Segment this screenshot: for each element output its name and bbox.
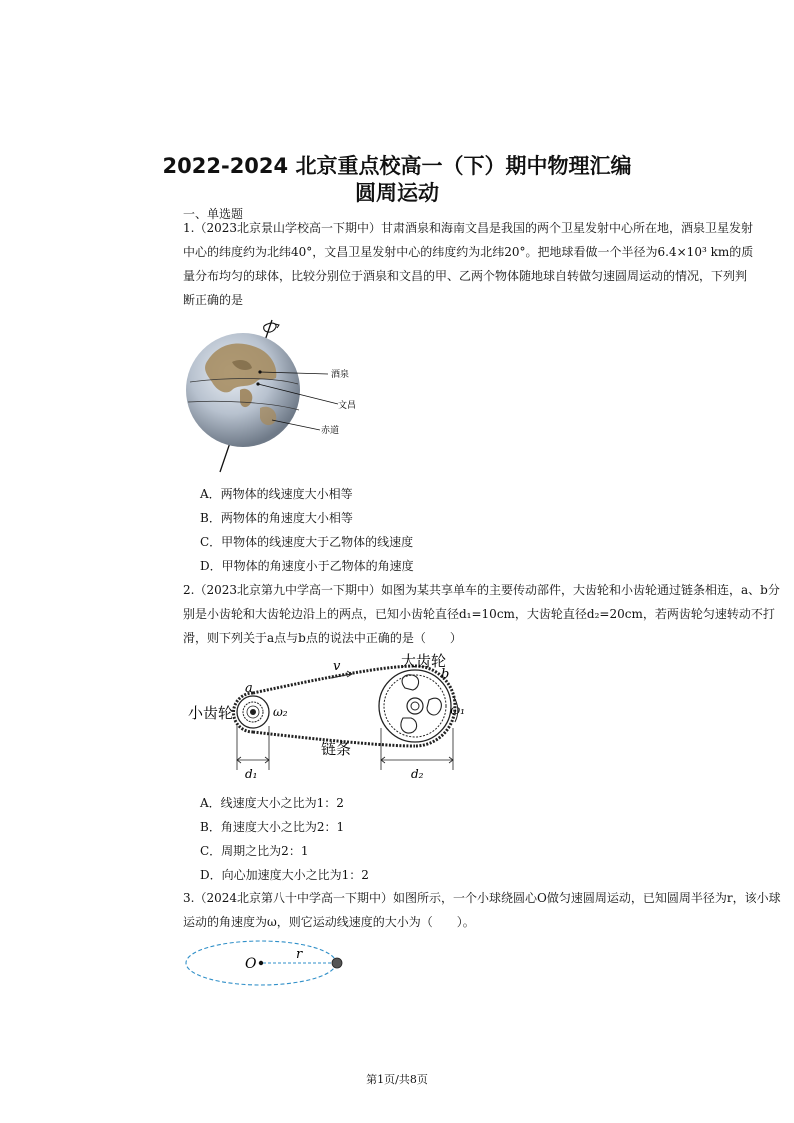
label-O: O bbox=[245, 956, 257, 972]
label-omega2: ω₂ bbox=[273, 705, 288, 719]
section-label: 一、单选题 bbox=[183, 207, 244, 221]
label-d2: d₂ bbox=[411, 767, 424, 781]
bicycle-gear-figure bbox=[183, 648, 473, 783]
ball bbox=[332, 958, 342, 968]
q1-option-b[interactable]: B．两物体的角速度大小相等 bbox=[200, 511, 353, 525]
q1-option-a[interactable]: A．两物体的线速度大小相等 bbox=[200, 487, 353, 501]
label-r: r bbox=[296, 947, 303, 962]
q1-option-c[interactable]: C．甲物体的线速度大于乙物体的线速度 bbox=[200, 535, 414, 549]
q2-option-a[interactable]: A．线速度大小之比为1：2 bbox=[200, 796, 344, 810]
label-omega1: ω₁ bbox=[450, 703, 465, 717]
page-footer: 第1页/共8页 bbox=[366, 1073, 428, 1086]
label-equator: 赤道 bbox=[321, 426, 340, 436]
label-a: a bbox=[245, 681, 253, 696]
question-1-text: 1.（2023北京景山学校高一下期中）甘肃酒泉和海南文昌是我国的两个卫星发射中心所在地，酒泉卫星发射中心的纬度约为北纬40°，文昌卫星发射中心的纬度约为北纬20°。把地球看做一个半径为6.4×10³ km的质量分布均匀的球体，比较分别位于酒泉和文昌的甲、乙两个物体随地球自转做匀速圆周运动的情况，下列判断正确的是 bbox=[183, 221, 754, 307]
label-small-gear: 小齿轮 bbox=[188, 704, 234, 722]
document-subtitle: 圆周运动 bbox=[355, 181, 439, 205]
label-big-gear: 大齿轮 bbox=[401, 652, 447, 670]
question-2-text: 2.（2023北京第九中学高一下期中）如图为某共享单车的主要传动部件，大齿轮和小齿轮通过链条相连，a、b分别是小齿轮和大齿轮边沿上的两点，已知小齿轮直径d₁=10cm，大齿轮直径d₂=20cm，若两齿轮匀速转动不打滑，则下列关于a点与b点的说法中正确的是（ ） bbox=[183, 583, 780, 645]
label-b: b bbox=[441, 667, 450, 682]
q2-option-b[interactable]: B．角速度大小之比为2：1 bbox=[200, 820, 345, 834]
label-wenchang: 文昌 bbox=[338, 401, 357, 411]
label-d1: d₁ bbox=[245, 767, 258, 781]
center-point bbox=[259, 961, 263, 965]
circular-motion-figure bbox=[183, 936, 353, 991]
q2-option-d[interactable]: D．向心加速度大小之比为1：2 bbox=[200, 868, 369, 882]
q2-option-c[interactable]: C．周期之比为2：1 bbox=[200, 844, 309, 858]
q1-option-d[interactable]: D．甲物体的角速度小于乙物体的角速度 bbox=[200, 559, 414, 573]
question-3-text: 3.（2024北京第八十中学高一下期中）如图所示，一个小球绕圆心O做匀速圆周运动，已知圆周半径为r，该小球运动的角速度为ω，则它运动线速度的大小为（ ）。 bbox=[183, 891, 781, 929]
document-title: 2022-2024 北京重点校高一（下）期中物理汇编 bbox=[162, 154, 632, 178]
label-jiuquan: 酒泉 bbox=[331, 370, 350, 380]
label-v: v bbox=[333, 659, 341, 674]
earth-figure bbox=[180, 312, 380, 477]
label-chain: 链条 bbox=[321, 740, 352, 758]
